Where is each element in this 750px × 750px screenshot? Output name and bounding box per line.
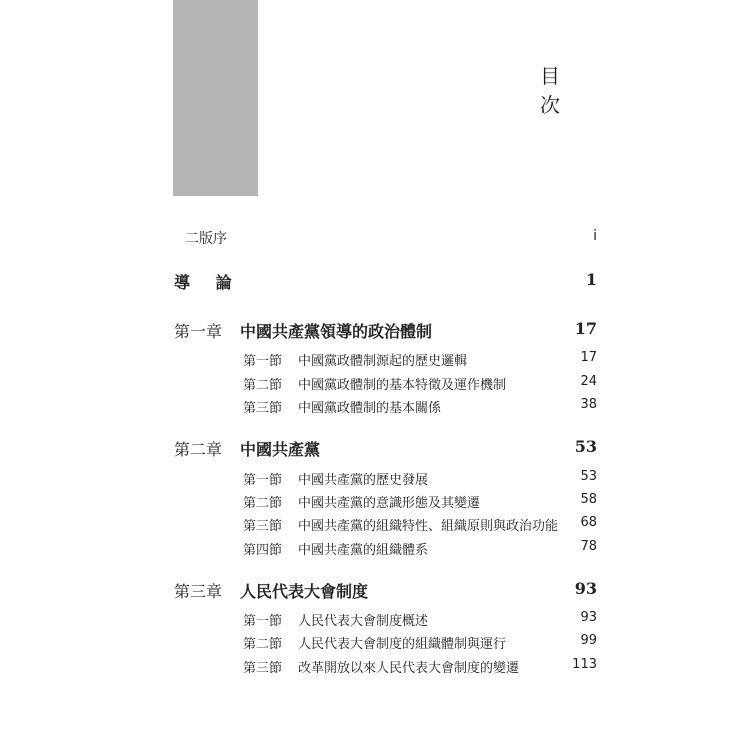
section-number: 第一節 [243, 354, 283, 369]
section-number: 第一節 [243, 473, 283, 488]
toc-entry-page: 1 [585, 270, 597, 289]
section-page: 68 [580, 515, 597, 530]
toc-entry-label: 二版序 [185, 231, 227, 247]
section-page: 24 [580, 374, 597, 389]
chapter-page: 53 [574, 437, 597, 456]
section-page: 99 [580, 633, 597, 648]
section-title: 中國共產黨的意識形態及其變遷 [298, 496, 481, 511]
section-page: 93 [580, 610, 597, 625]
toc-entry-page: i [593, 228, 597, 244]
page-title: 目 次 [540, 64, 570, 117]
section-number: 第三節 [243, 519, 283, 534]
section-title: 中國黨政體制的基本特徵及運作機制 [298, 378, 507, 393]
chapter-number: 第一章 [174, 322, 223, 341]
section-title: 改革開放以來人民代表大會制度的變遷 [298, 661, 520, 676]
section-title: 中國黨政體制的基本關係 [298, 401, 442, 416]
chapter-number: 第二章 [174, 440, 223, 459]
section-page: 53 [580, 469, 597, 484]
section-number: 第二節 [243, 496, 283, 511]
section-number: 第三節 [243, 401, 283, 416]
section-title: 中國黨政體制源起的歷史邏輯 [298, 354, 468, 369]
decorative-gray-block [173, 0, 258, 196]
section-number: 第三節 [243, 661, 283, 676]
section-number: 第二節 [243, 378, 283, 393]
section-number: 第二節 [243, 637, 283, 652]
chapter-title: 中國共產黨領導的政治體制 [240, 322, 433, 341]
section-title: 人民代表大會制度概述 [298, 614, 429, 629]
section-page: 78 [580, 539, 597, 554]
chapter-page: 93 [574, 579, 597, 598]
section-page: 38 [580, 397, 597, 412]
section-title: 中國共產黨的歷史發展 [298, 473, 429, 488]
section-title: 中國共產黨的組織特性、組織原則與政治功能 [298, 519, 559, 534]
chapter-title: 中國共產黨 [240, 440, 321, 459]
section-page: 113 [572, 657, 597, 672]
toc-entry-label: 導 論 [174, 273, 242, 292]
section-page: 58 [580, 492, 597, 507]
section-title: 人民代表大會制度的組織體制與運行 [298, 637, 507, 652]
chapter-page: 17 [574, 319, 597, 338]
section-title: 中國共產黨的組織體系 [298, 543, 429, 558]
chapter-number: 第三章 [174, 582, 223, 601]
section-number: 第一節 [243, 614, 283, 629]
section-number: 第四節 [243, 543, 283, 558]
section-page: 17 [580, 350, 597, 365]
chapter-title: 人民代表大會制度 [240, 582, 369, 601]
